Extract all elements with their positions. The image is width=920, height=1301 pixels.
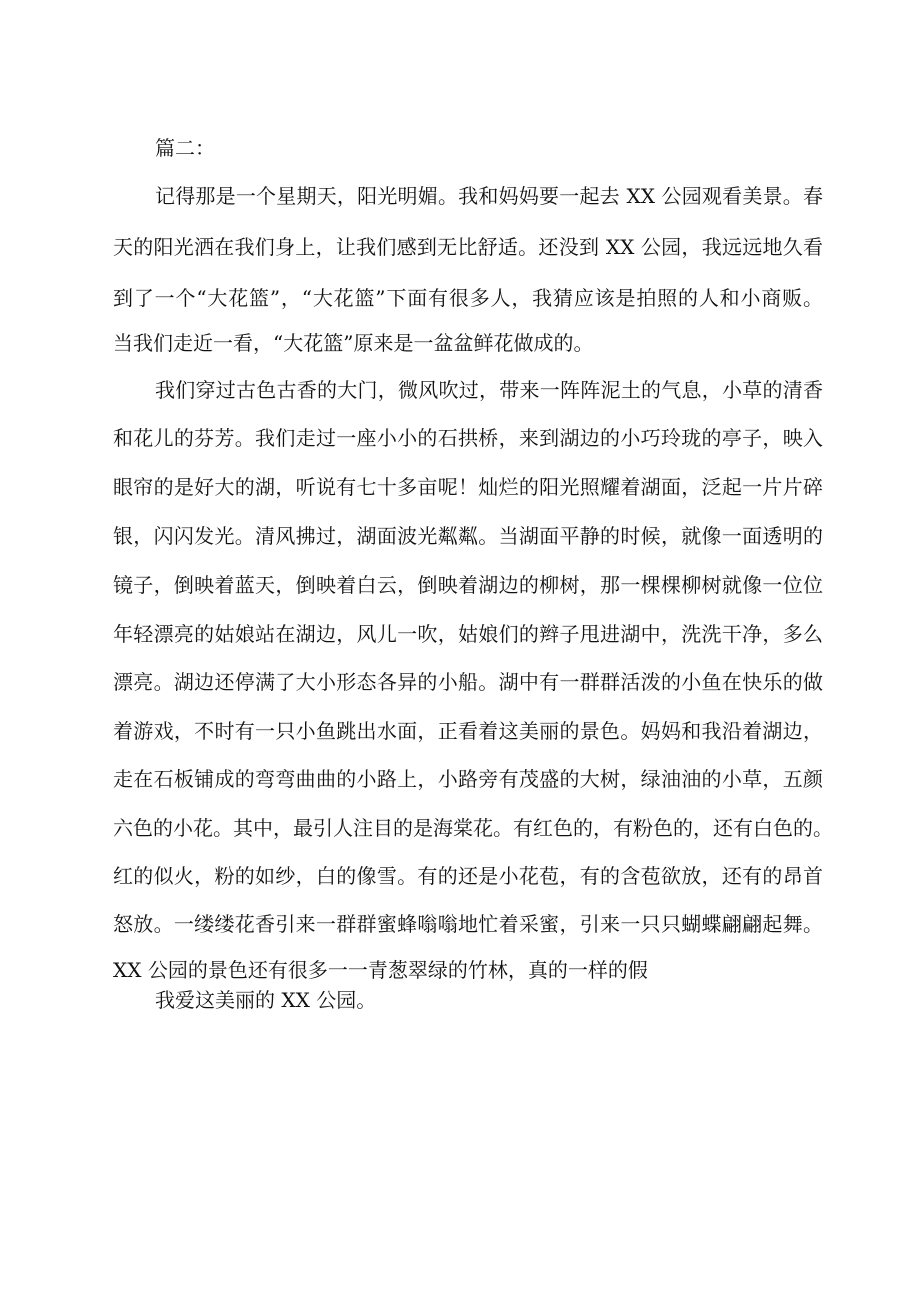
closing-line: 我爱这美丽的 XX 公园。	[155, 988, 377, 1012]
paragraph-2-line-10: 六色的小花。其中，最引人注目的是海棠花。有红色的，有粉色的，还有白色的。	[113, 816, 833, 840]
paragraph-1-line-2: 天的阳光洒在我们身上，让我们感到无比舒适。还没到 XX 公园，我远远地久看	[113, 235, 823, 259]
paragraph-2-line-8: 着游戏，不时有一只小鱼跳出水面，正看着这美丽的景色。妈妈和我沿着湖边，	[113, 719, 823, 743]
paragraph-2-line-1: 我们穿过古色古香的大门，微风吹过，带来一阵阵泥土的气息，小草的清香	[155, 378, 823, 402]
paragraph-2-line-6: 年轻漂亮的姑娘站在湖边，风儿一吹，姑娘们的辫子甩进湖中，洗洗干净，多么	[113, 622, 823, 646]
paragraph-1-line-1: 记得那是一个星期天，阳光明媚。我和妈妈要一起去 XX 公园观看美景。春	[155, 184, 823, 208]
paragraph-2-line-3: 眼帘的是好大的湖，听说有七十多亩呢！灿烂的阳光照耀着湖面，泛起一片片碎	[113, 475, 823, 499]
paragraph-2-line-11: 红的似火，粉的如纱，白的像雪。有的还是小花苞，有的含苞欲放，还有的昂首	[113, 864, 823, 888]
paragraph-3-line-1: XX 公园的景色还有很多一一青葱翠绿的竹林，真的一样的假	[113, 958, 648, 982]
paragraph-2-line-2: 和花儿的芬芳。我们走过一座小小的石拱桥，来到湖边的小巧玲珑的亭子，映入	[113, 426, 823, 450]
paragraph-2-line-12: 怒放。一缕缕花香引来一群群蜜蜂嗡嗡地忙着采蜜，引来一只只蝴蝶翩翩起舞。	[113, 912, 823, 936]
paragraph-1-line-3: 到了一个“大花篮”，“大花篮”下面有很多人，我猜应该是拍照的人和小商贩。	[113, 286, 823, 310]
paragraph-2-line-4: 银，闪闪发光。清风拂过，湖面波光粼粼。当湖面平静的时候，就像一面透明的	[113, 524, 823, 548]
section-heading: 篇二：	[155, 136, 215, 160]
paragraph-2-line-5: 镜子，倒映着蓝天，倒映着白云，倒映着湖边的柳树，那一棵棵柳树就像一位位	[113, 573, 823, 597]
paragraph-2-line-7: 漂亮。湖边还停满了大小形态各异的小船。湖中有一群群活泼的小鱼在快乐的做	[113, 670, 823, 694]
paragraph-2-line-9: 走在石板铺成的弯弯曲曲的小路上，小路旁有茂盛的大树，绿油油的小草，五颜	[113, 767, 823, 791]
paragraph-1-line-4: 当我们走近一看，“大花篮”原来是一盆盆鲜花做成的。	[113, 331, 594, 355]
